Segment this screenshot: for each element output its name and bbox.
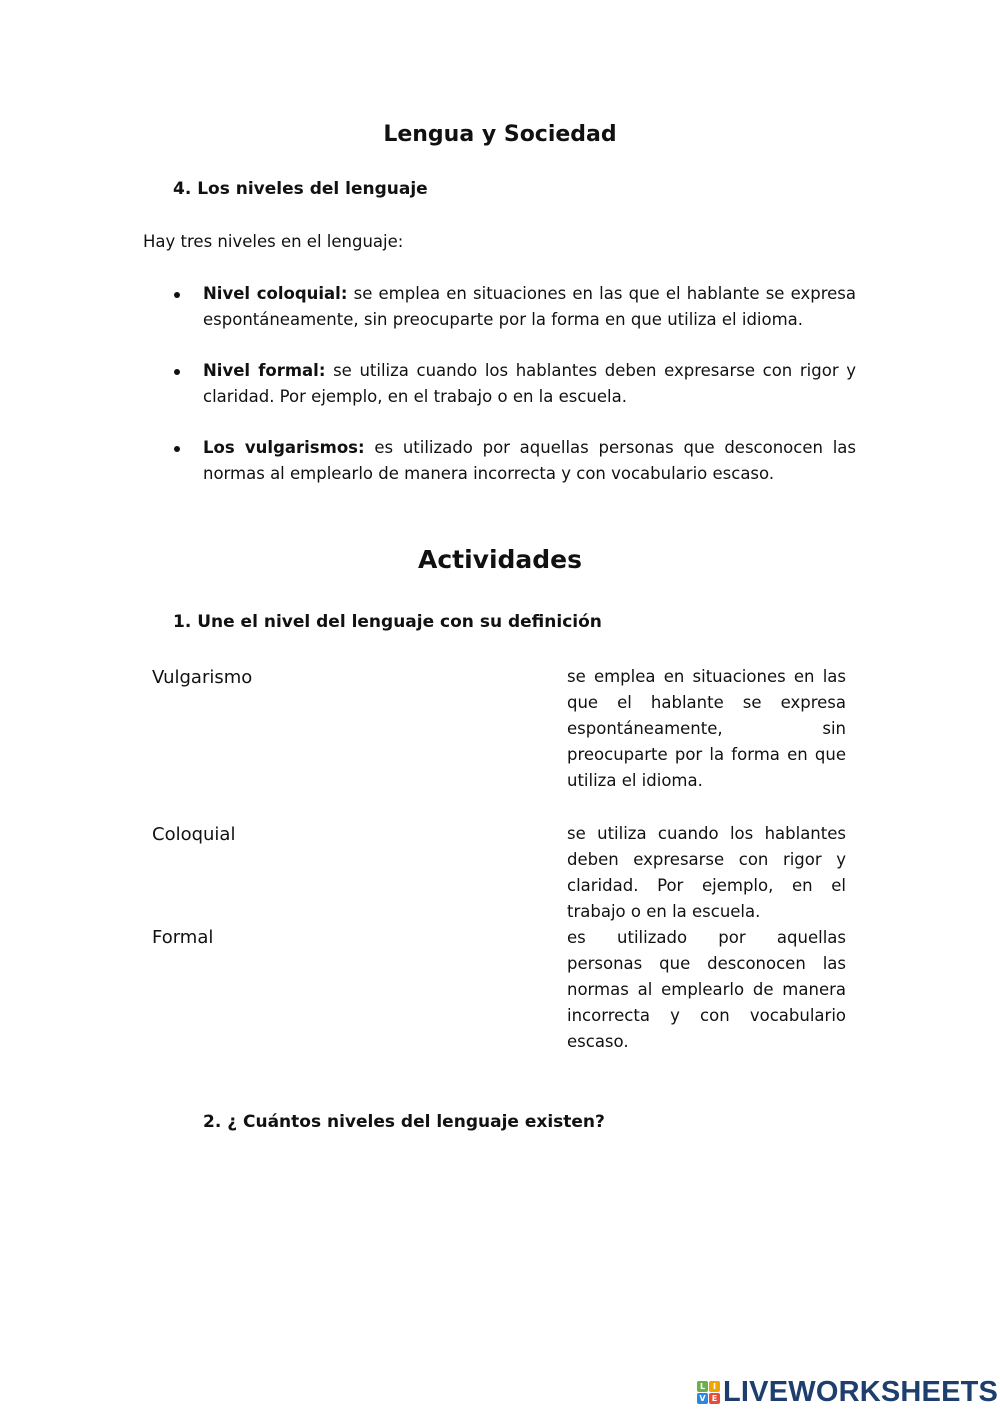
bullet-icon [174,369,180,375]
question-2: 2. ¿ Cuántos niveles del lenguaje existen? [203,1112,605,1132]
live-badge-icon [697,1381,720,1404]
badge-letter-v: V [697,1393,708,1404]
level-description: es utilizado por aquellas personas que desconocen las normas al emplearlo de manera incorrecta y con vocabulario escaso. [203,438,856,483]
level-item-vulgarismos [172,435,856,487]
bullet-icon [174,292,180,298]
level-description: se emplea en situaciones en las que el hablante se expresa espontáneamente, sin preocuparte por la forma en que utiliza el idioma. [203,284,856,329]
intro-text: Hay tres niveles en el lenguaje: [143,232,404,251]
logo-text: LIVEWORKSHEETS [723,1376,999,1408]
question-1: 1. Une el nivel del lenguaje con su definición [173,612,602,632]
badge-letter-e: E [709,1393,720,1404]
level-term: Nivel formal: [203,361,326,380]
match-term-coloquial[interactable]: Coloquial [152,824,236,845]
liveworksheets-logo [697,1378,998,1407]
page-title: Lengua y Sociedad [383,122,617,147]
match-term-vulgarismo[interactable]: Vulgarismo [152,667,253,688]
match-definition-2[interactable]: se utiliza cuando los hablantes deben expresarse con rigor y claridad. Por ejemplo, en el trabajo o en la escuela. [567,824,846,921]
match-definition-1[interactable]: se emplea en situaciones en las que el hablante se expresa espontáneamente, sin preocuparte por la forma en que utiliza el idioma. [567,667,846,790]
level-description: se utiliza cuando los hablantes deben expresarse con rigor y claridad. Por ejemplo, en el trabajo o en la escuela. [203,361,857,406]
match-term-formal[interactable]: Formal [152,927,214,948]
badge-letter-i: I [709,1381,720,1392]
section-heading: 4. Los niveles del lenguaje [173,179,428,199]
activities-title: Actividades [417,545,583,574]
level-item-formal [172,358,856,410]
level-term: Los vulgarismos: [203,438,365,457]
level-item-coloquial [172,281,856,333]
level-term: Nivel coloquial: [203,284,348,303]
levels-list [172,281,856,512]
badge-letter-l: L [697,1381,708,1392]
bullet-icon [174,446,180,452]
match-definition-3[interactable]: es utilizado por aquellas personas que desconocen las normas al emplearlo de manera incorrecta y con vocabulario escaso. [567,928,846,1051]
